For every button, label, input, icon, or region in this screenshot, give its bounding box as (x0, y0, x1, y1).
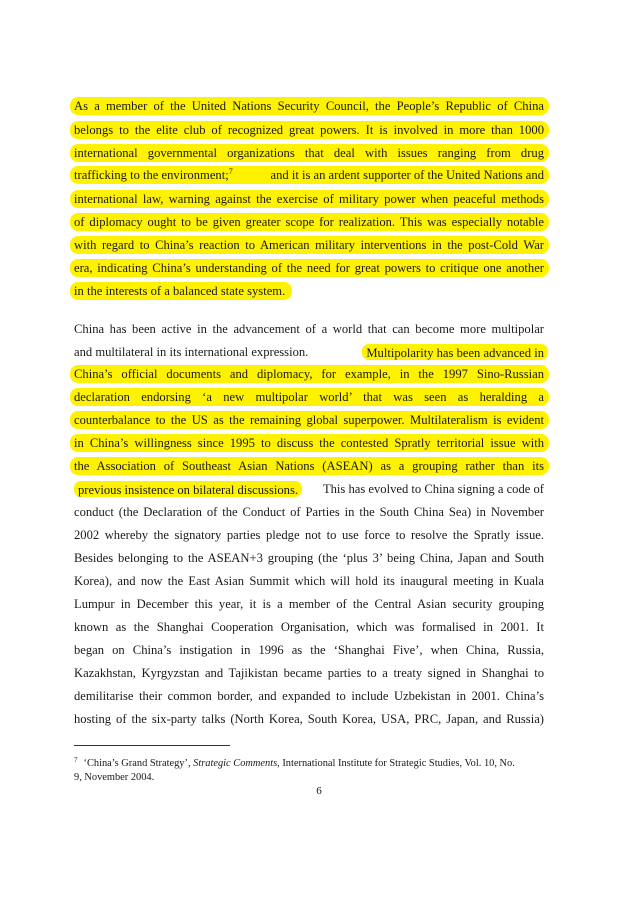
text-line: era, indicating China’s understanding of the need for great powers to critique one another (74, 261, 544, 275)
footnote-text: 9, November 2004. (74, 772, 155, 783)
text-line: Besides belonging to the ASEAN+3 grouping (the ‘plus 3’ being China, Japan and South (74, 551, 544, 565)
text-line: international law, warning against the exercise of military power when peaceful methods (74, 192, 544, 206)
footnote-text: ‘China’s Grand Strategy’, (83, 758, 194, 769)
text-line: known as the Shanghai Cooperation Organisation, which was formalised in 2001. It (74, 620, 544, 634)
page-number: 6 (316, 785, 322, 797)
text-line: in China’s willingness since 1995 to discuss the contested Spratly territorial issue with (74, 436, 544, 450)
text-line: began on China’s instigation in 1996 as the ‘Shanghai Five’, when China, Russia, (74, 643, 544, 657)
text-line: Lumpur in December this year, it is a member of the Central Asian security grouping (74, 597, 544, 611)
text-line: with regard to China’s reaction to American military interventions in the post-Cold War (74, 238, 544, 252)
footnote-source: Strategic Comments (193, 758, 278, 769)
text-line: Kazakhstan, Kyrgyzstan and Tajikistan became parties to a treaty signed in Shanghai to (74, 666, 544, 680)
text-line: As a member of the United Nations Security Council, the People’s Republic of China (74, 99, 544, 113)
text-line: counterbalance to the US as the remaining global superpower. Multilateralism is evident (74, 413, 544, 427)
text-line: hosting of the six-party talks (North Korea, South Korea, USA, PRC, Japan, and Russia) (74, 712, 544, 726)
highlighted-fragment: previous insistence on bilateral discussions. (74, 481, 302, 497)
text-line: demilitarise their common border, and expanded to include Uzbekistan in 2001. China’s (74, 689, 544, 703)
highlighted-fragment: Multipolarity has been advanced in (362, 344, 548, 360)
footnote-divider (74, 745, 230, 746)
text-line: conduct (the Declaration of the Conduct of Parties in the South China Sea) in November (74, 505, 544, 519)
text-line: of diplomacy ought to be given greater scope for realization. This was especially notable (74, 215, 544, 229)
footnote-reference[interactable]: 7 (228, 167, 233, 176)
text-line: in the interests of a balanced state system. (74, 284, 286, 298)
text-line (74, 481, 544, 497)
text-line: Korea), and now the East Asian Summit which will hold its inaugural meeting in Kuala (74, 574, 544, 588)
text-fragment: trafficking to the environment;$^7$ (74, 167, 233, 182)
text-line: China has been active in the advancement of a world that can become more multipolar (74, 322, 544, 336)
footnote-text: , International Institute for Strategic Studies, Vol. 10, No. (277, 758, 515, 769)
text-line-with-footnote (74, 167, 544, 183)
text-line: belongs to the elite club of recognized great powers. It is involved in more than 1000 (74, 123, 544, 137)
text-fragment: This has evolved to China signing a code of (322, 482, 544, 496)
footnote (74, 753, 544, 785)
text-line: China’s official documents and diplomacy, for example, in the 1997 Sino-Russian (74, 367, 544, 381)
text-line: the Association of Southeast Asian Nations (ASEAN) as a grouping rather than its (74, 459, 544, 473)
text-line: international governmental organizations that deal with issues ranging from drug (74, 146, 544, 160)
text-line: 2002 whereby the signatory parties pledge not to use force to resolve the Spratly issue. (74, 528, 544, 542)
text-line: declaration endorsing ‘a new multipolar world’ that was seen as heralding a (74, 390, 544, 404)
footnote-number: 7 (74, 756, 78, 764)
text-fragment: and multilateral in its international expression. (74, 345, 309, 359)
text-fragment: and it is an ardent supporter of the United Nations and (270, 168, 544, 182)
text-line (74, 344, 544, 360)
